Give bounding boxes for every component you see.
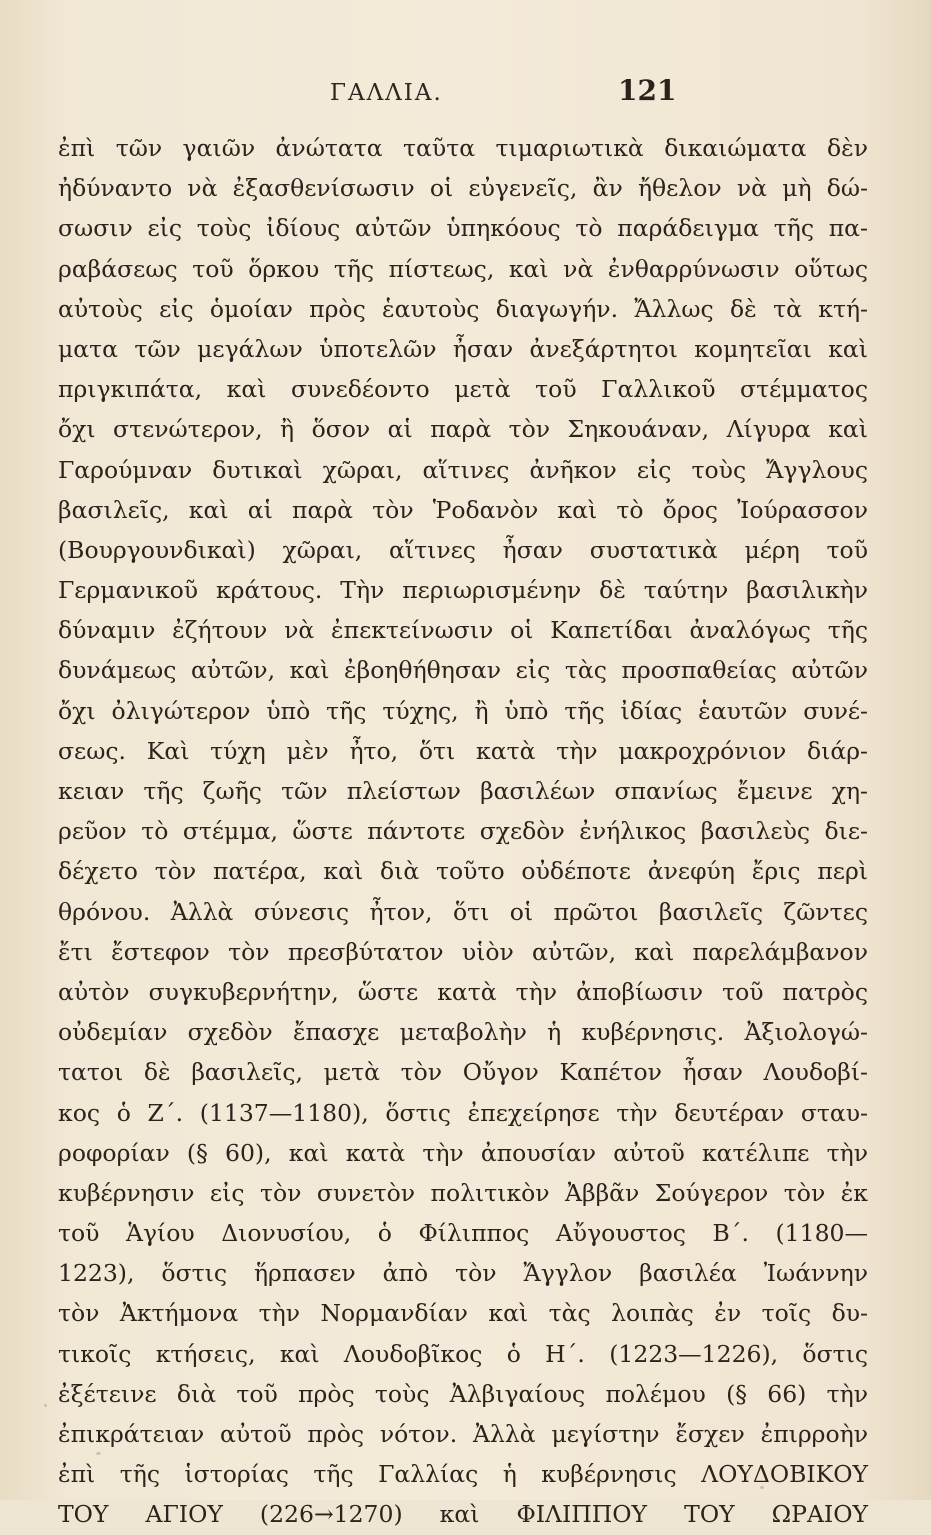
text-line: τοῦ Ἁγίου Διονυσίου, ὁ Φίλιππος Αὔγουστος Β΄. (1180— xyxy=(58,1219,868,1248)
running-head: ΓΑΛΛΙΑ. xyxy=(330,80,443,106)
text-line: αὐτὸν συγκυβερνήτην, ὥστε κατὰ τὴν ἀποβίωσιν τοῦ πατρὸς xyxy=(58,977,868,1006)
text-line: ΤΟΥ ΑΓΙΟΥ (226→1270) καὶ ΦΙΛΙΠΠΟΥ ΤΟΥ ΩΡΑΙΟΥ xyxy=(58,1500,868,1529)
text-line: ἐπικράτειαν αὐτοῦ πρὸς νότον. Ἀλλὰ μεγίστην ἔσχεν ἐπιρροὴν xyxy=(58,1420,868,1448)
text-line: 1223), ὅστις ἥρπασεν ἀπὸ τὸν Ἄγγλον βασιλέα Ἰωάννην xyxy=(58,1259,868,1288)
text-line: αὐτοὺς εἰς ὁμοίαν πρὸς ἑαυτοὺς διαγωγήν. Ἄλλως δὲ τὰ κτή- xyxy=(58,294,868,323)
text-line: θρόνου. Ἀλλὰ σύνεσις ἦτον, ὅτι οἱ πρῶτοι βασιλεῖς ζῶντες xyxy=(58,897,868,926)
text-line: κειαν τῆς ζωῆς τῶν πλείστων βασιλέων σπανίως ἔμεινε χη- xyxy=(58,777,868,805)
text-line: ὄχι ὀλιγώτερον ὑπὸ τῆς τύχης, ἢ ὑπὸ τῆς ἰδίας ἑαυτῶν συνέ- xyxy=(58,696,868,725)
text-line: ματα τῶν μεγάλων ὑποτελῶν ἦσαν ἀνεξάρτητοι κομητεῖαι καὶ xyxy=(58,334,868,363)
page-header xyxy=(0,74,931,114)
page-number: 121 xyxy=(618,74,677,107)
text-line: (Βουργουνδικαὶ) χῶραι, αἵτινες ἦσαν συστατικὰ μέρη τοῦ xyxy=(58,535,868,564)
text-line: δυνάμεως αὐτῶν, καὶ ἐβοηθήθησαν εἰς τὰς προσπαθείας αὐτῶν xyxy=(58,656,868,685)
text-line: κος ὁ Ζ΄. (1137—1180), ὅστις ἐπεχείρησε τὴν δευτέραν σταυ- xyxy=(58,1098,868,1127)
text-line: ἠδύναντο νὰ ἐξασθενίσωσιν οἱ εὐγενεῖς, ἂν ἤθελον νὰ μὴ δώ- xyxy=(58,174,868,203)
text-line: τὸν Ἀκτήμονα τὴν Νορμανδίαν καὶ τὰς λοιπὰς ἐν τοῖς δυ- xyxy=(58,1299,868,1328)
text-line: ἐπὶ τῶν γαιῶν ἀνώτατα ταῦτα τιμαριωτικὰ δικαιώματα δὲν xyxy=(58,134,868,162)
text-line: ραβάσεως τοῦ ὅρκου τῆς πίστεως, καὶ νὰ ἐνθαρρύνωσιν οὕτως xyxy=(58,254,868,283)
text-line: Γαρούμναν δυτικαὶ χῶραι, αἵτινες ἀνῆκον εἰς τοὺς Ἄγγλους xyxy=(58,455,868,484)
text-line: ἐξέτεινε διὰ τοῦ πρὸς τοὺς Ἀλβιγαίους πολέμου (§ 66) τὴν xyxy=(58,1379,868,1408)
text-line: ἔτι ἔστεφον τὸν πρεσβύτατον υἱὸν αὐτῶν, καὶ παρελάμβανον xyxy=(58,937,868,966)
text-line: ροφορίαν (§ 60), καὶ κατὰ τὴν ἀπουσίαν αὐτοῦ κατέλιπε τὴν xyxy=(58,1138,868,1167)
text-line: δύναμιν ἐζήτουν νὰ ἐπεκτείνωσιν οἱ Καπετίδαι ἀναλόγως τῆς xyxy=(58,616,868,645)
text-line: δέχετο τὸν πατέρα, καὶ διὰ τοῦτο οὐδέποτε ἀνεφύη ἔρις περὶ xyxy=(58,857,868,886)
text-line: κυβέρνησιν εἰς τὸν συνετὸν πολιτικὸν Ἀββᾶν Σούγερον τὸν ἐκ xyxy=(58,1178,868,1207)
body-text xyxy=(58,128,868,1535)
text-line: τατοι δὲ βασιλεῖς, μετὰ τὸν Οὔγον Καπέτον ἦσαν Λουδοβί- xyxy=(58,1058,868,1087)
text-line: Γερμανικοῦ κράτους. Τὴν περιωρισμένην δὲ ταύτην βασιλικὴν xyxy=(58,576,868,605)
text-line: σωσιν εἰς τοὺς ἰδίους αὐτῶν ὑπηκόους τὸ παράδειγμα τῆς πα- xyxy=(58,214,868,243)
text-line: βασιλεῖς, καὶ αἱ παρὰ τὸν Ῥοδανὸν καὶ τὸ ὄρος Ἰούρασσον xyxy=(58,495,868,524)
text-line: οὐδεμίαν σχεδὸν ἔπασχε μεταβολὴν ἡ κυβέρνησις. Ἀξιολογώ- xyxy=(58,1018,868,1047)
text-line: τικοῖς κτήσεις, καὶ Λουδοβῖκος ὁ Η΄. (1223—1226), ὅστις xyxy=(58,1339,868,1368)
text-line: ὄχι στενώτερον, ἢ ὅσον αἱ παρὰ τὸν Σηκουάναν, Λίγυρα καὶ xyxy=(58,415,868,444)
text-line: σεως. Καὶ τύχη μὲν ἦτο, ὅτι κατὰ τὴν μακροχρόνιον διάρ- xyxy=(58,736,868,765)
text-line: ρεῦον τὸ στέμμα, ὥστε πάντοτε σχεδὸν ἐνήλικος βασιλεὺς διε- xyxy=(58,817,868,846)
text-line: ἐπὶ τῆς ἱστορίας τῆς Γαλλίας ἡ κυβέρνησις ΛΟΥΔΟΒΙΚΟΥ xyxy=(58,1460,868,1489)
text-line: πριγκιπάτα, καὶ συνεδέοντο μετὰ τοῦ Γαλλικοῦ στέμματος xyxy=(58,375,868,404)
